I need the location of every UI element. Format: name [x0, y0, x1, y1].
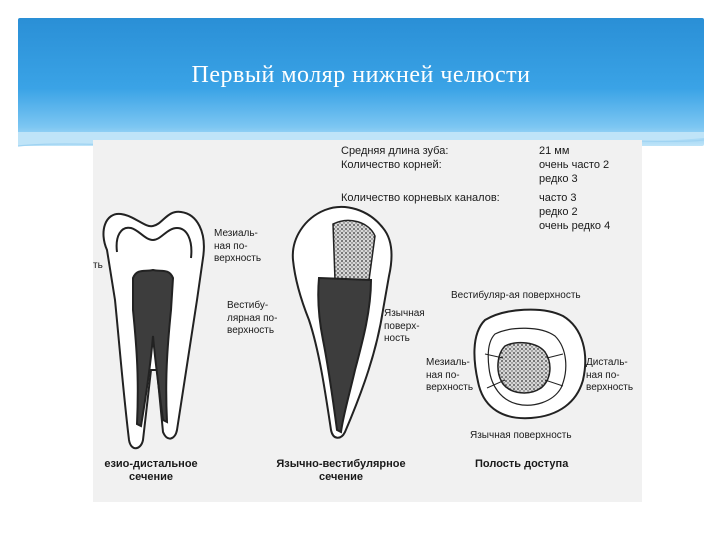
lingual-bottom-label: Язычная поверхность	[470, 430, 572, 441]
caption-mesiodistal: езио-дистальное сечение	[104, 458, 198, 483]
avg-length-label: Средняя длина зуба:	[341, 145, 449, 157]
roots-value-2: редко 3	[539, 173, 578, 185]
mesiodistal-tooth	[103, 212, 203, 448]
distal-surface-label: Дисталь- ная по- верхность	[586, 357, 634, 393]
vestibular-surface-label: Вестибу- лярная по- верхность	[227, 300, 278, 336]
roots-label: Количество корней:	[341, 159, 442, 171]
avg-length-value: 21 мм	[539, 145, 570, 157]
mesial-surface-label-2: Мезиаль- ная по- верхность	[426, 357, 474, 393]
caption-access-cavity: Полость доступа	[475, 458, 569, 470]
linguovestibular-tooth	[293, 207, 392, 438]
canals-value-1: часто 3	[539, 192, 577, 204]
roots-value-1: очень часто 2	[539, 159, 610, 171]
canals-label: Количество корневых каналов:	[341, 192, 500, 204]
access-cavity-drawing	[474, 310, 585, 419]
left-cut-label: ть	[93, 260, 103, 271]
tooth-figure	[93, 140, 642, 502]
lingual-surface-label: Язычная поверх- ность	[384, 308, 425, 344]
caption-linguovestibular: Язычно-вестибулярное сечение	[276, 458, 406, 483]
mesial-surface-label: Мезиаль- ная по- верхность	[214, 228, 262, 264]
slide-title: Первый моляр нижней челюсти	[191, 62, 531, 88]
canals-value-2: редко 2	[539, 206, 578, 218]
canals-value-3: очень редко 4	[539, 220, 611, 232]
vestibular-top-label: Вестибуляр-ая поверхность	[451, 290, 581, 301]
